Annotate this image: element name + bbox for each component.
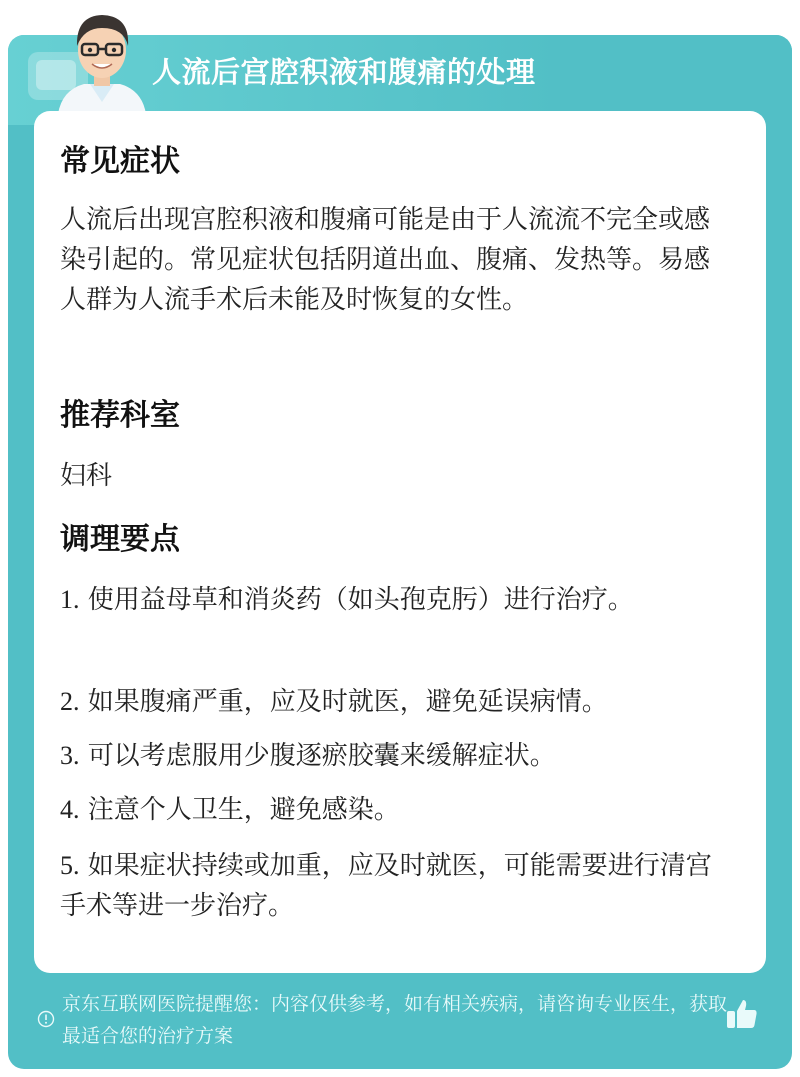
symptoms-heading: 常见症状 (60, 144, 180, 179)
care-item-3 (60, 736, 725, 776)
care-item-text: 注意个人卫生，避免感染。 (87, 795, 400, 825)
department-text: 妇科 (60, 461, 113, 491)
care-item-text: 使用益母草和消炎药（如头孢克肟）进行治疗。 (87, 585, 634, 615)
care-item-number: 2. (60, 687, 80, 716)
footer-notice: 京东互联网医院提醒您：内容仅供参考，如有相关疾病，请咨询专业医生，获取最适合您的治疗方案 (62, 993, 728, 1047)
care-item-text: 如果症状持续或加重，应及时就医，可能需要进行清宫手术等进一步治疗。 (60, 851, 712, 921)
care-item-number: 4. (60, 795, 80, 824)
department-heading: 推荐科室 (60, 398, 180, 433)
page-title: 人流后宫腔积液和腹痛的处理 (152, 55, 536, 89)
care-heading: 调理要点 (60, 522, 180, 557)
care-item-2 (60, 682, 725, 722)
symptoms-text: 人流后出现宫腔积液和腹痛可能是由于人流流不完全或感染引起的。常见症状包括阴道出血、腹痛、发热等。易感人群为人流手术后未能及时恢复的女性。 (60, 205, 711, 315)
info-icon (37, 1010, 55, 1028)
care-item-number: 3. (60, 741, 80, 770)
care-item-text: 如果腹痛严重，应及时就医，避免延误病情。 (87, 687, 608, 717)
doctor-avatar (44, 6, 160, 114)
thumbs-up-icon[interactable] (724, 996, 760, 1032)
care-item-4 (60, 790, 725, 830)
care-item-text: 可以考虑服用少腹逐瘀胶囊来缓解症状。 (87, 741, 556, 771)
care-item-1 (60, 580, 725, 620)
care-item-number: 5. (60, 851, 80, 880)
care-item-number: 1. (60, 585, 80, 614)
care-item-5 (60, 846, 725, 926)
